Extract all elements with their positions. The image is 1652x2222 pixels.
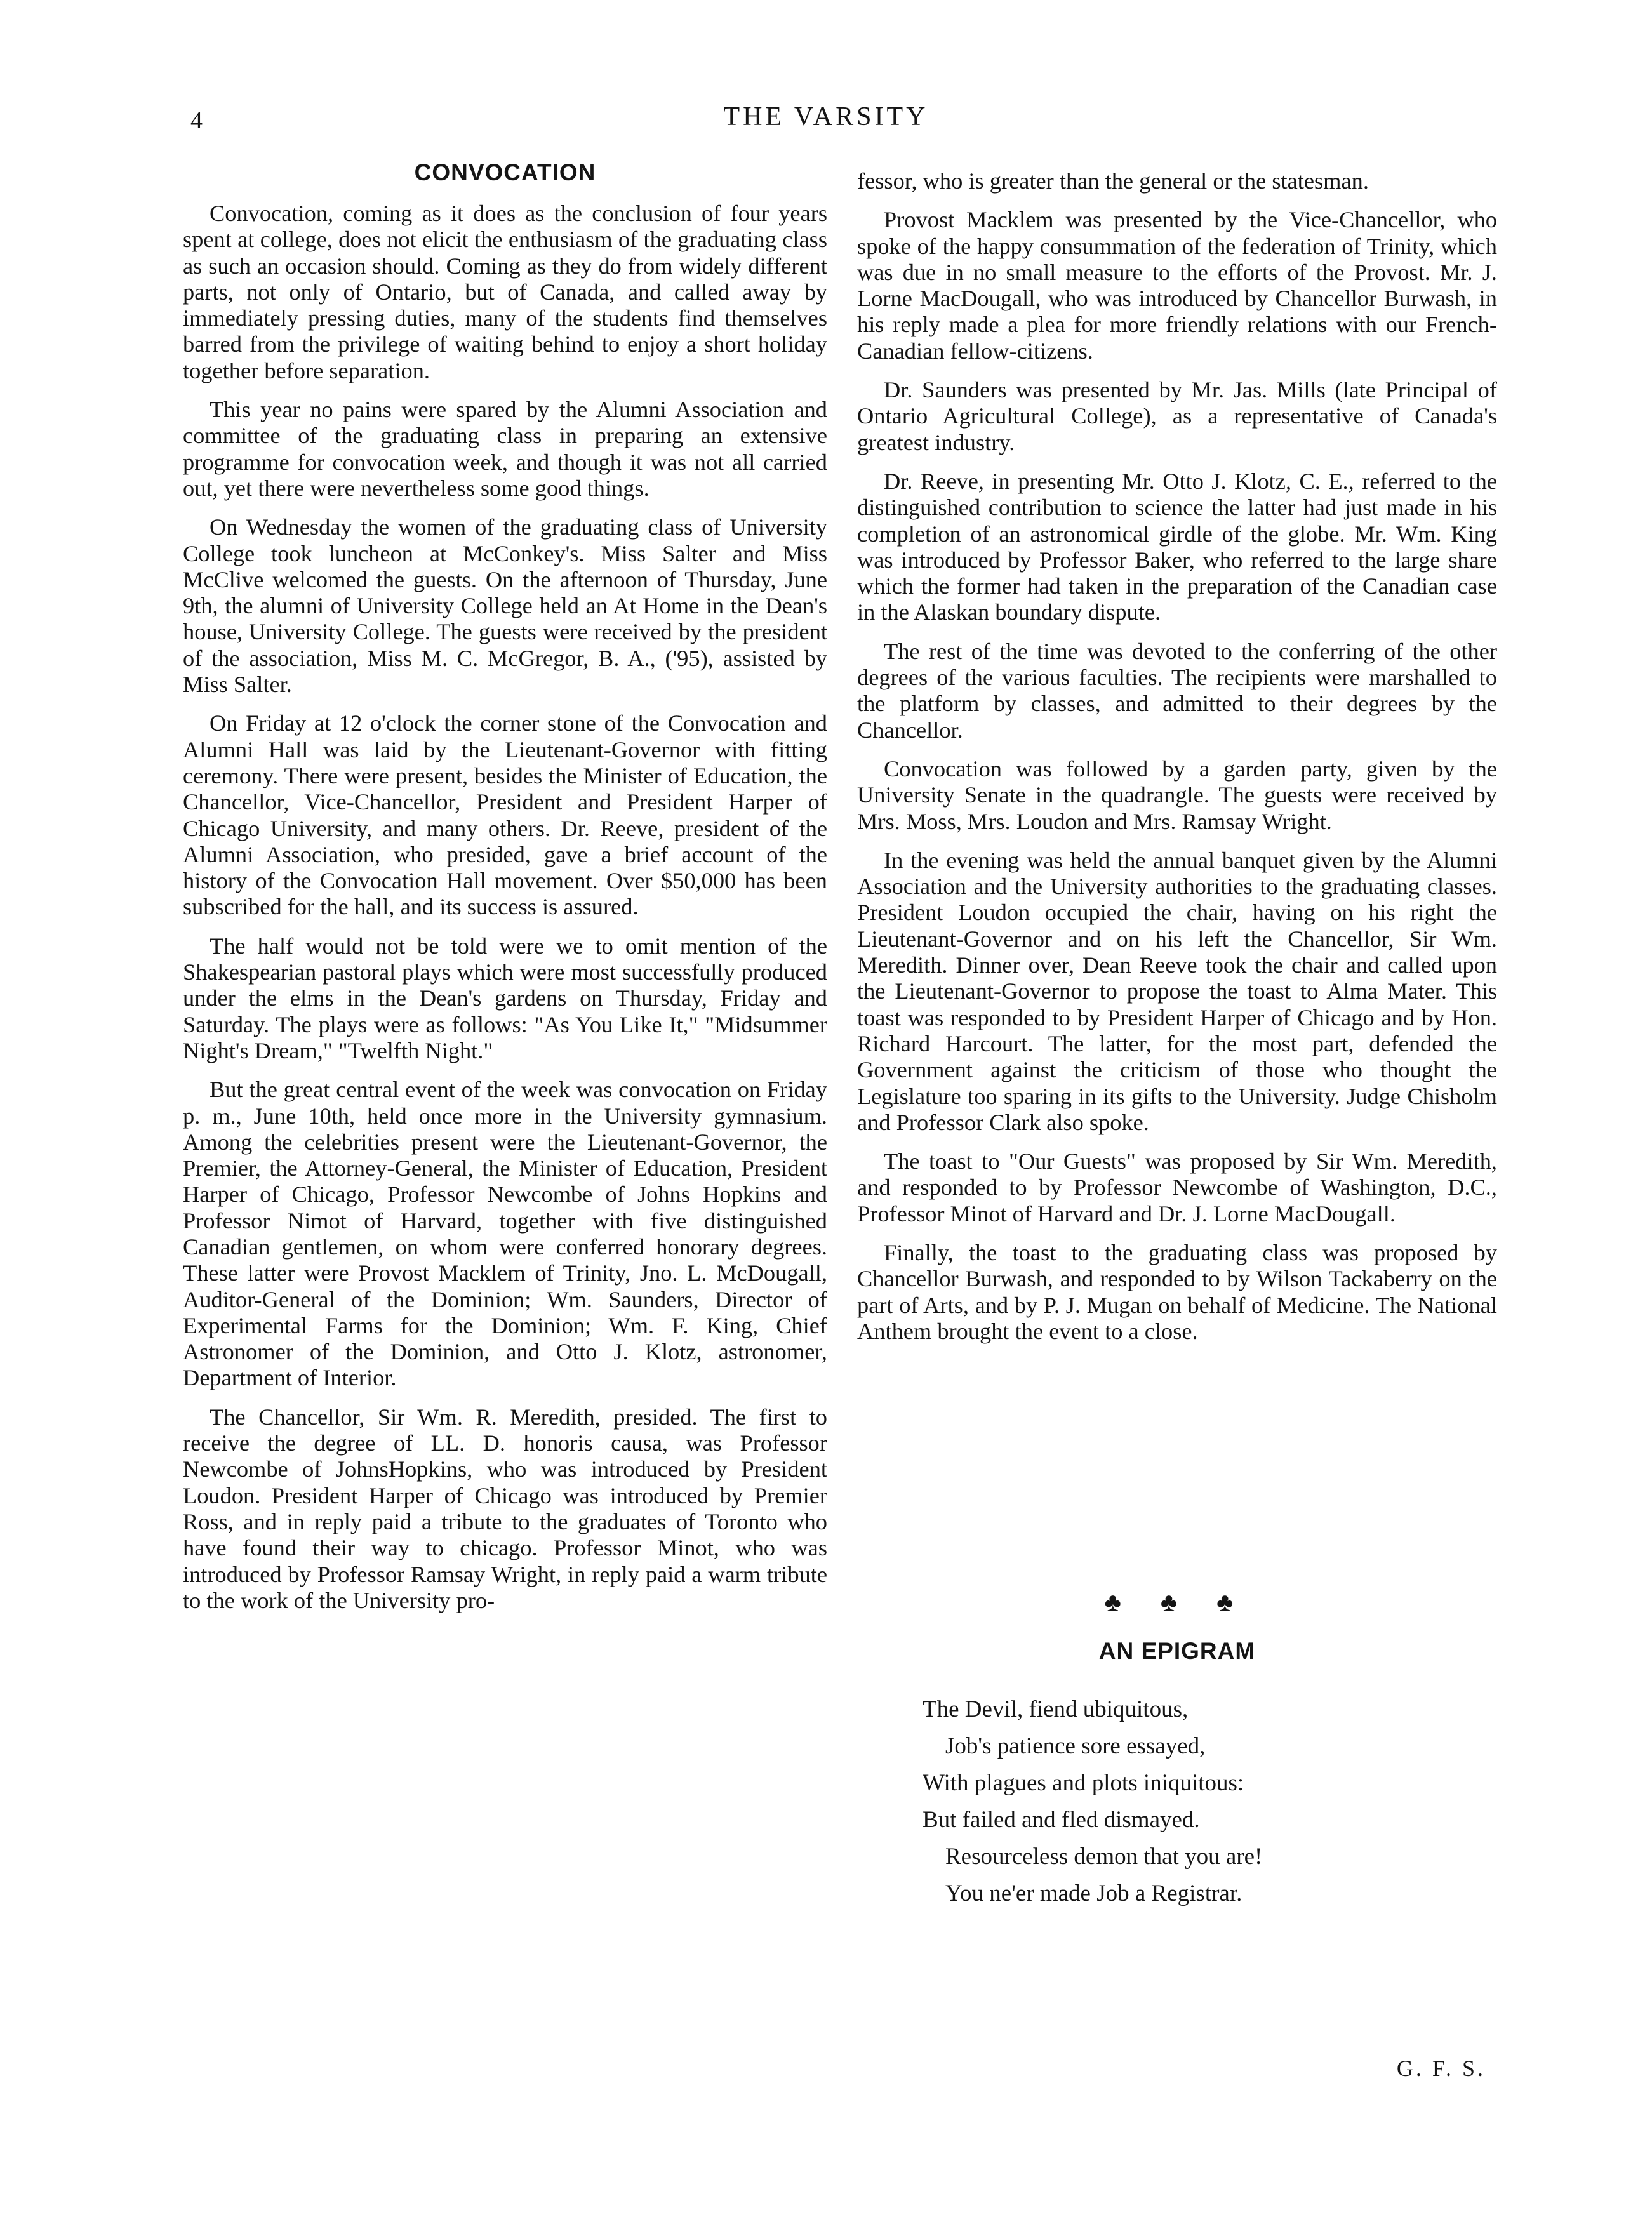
club-ornament-icon: ♣ ♣ ♣	[1104, 1588, 1250, 1616]
epigram-heading: AN EPIGRAM	[1098, 1638, 1256, 1664]
poem-line: With plagues and plots iniquitous:	[923, 1770, 1244, 1796]
article-paragraph-continued: fessor, who is greater than the general or the statesman.	[857, 168, 1369, 194]
epigram-signature: G. F. S.	[1396, 2056, 1486, 2081]
poem-line: But failed and fled dismayed.	[923, 1807, 1200, 1833]
article-paragraph: Convocation was followed by a garden party, given by the University Senate in the quadrangle. The guests were received by Mrs. Moss, Mrs. Loudon and Mrs. Ramsay Wright.	[857, 755, 1497, 834]
article-heading: CONVOCATION	[414, 159, 596, 185]
article-paragraph: Dr. Saunders was presented by Mr. Jas. Mills (late Principal of Ontario Agricultural College), as a representative of Canada's greatest industry.	[857, 377, 1497, 455]
right-column	[857, 168, 1497, 1345]
article-paragraph: Finally, the toast to the graduating class was proposed by Chancellor Burwash, and responded to by Wilson Tackaberry on the part of Arts, and by P. J. Mugan on behalf of Medicine. The National Anthem brought the event to a close.	[857, 1239, 1497, 1344]
page-number: 4	[190, 107, 203, 134]
poem-line: Resourceless demon that you are!	[945, 1844, 1263, 1870]
article-paragraph: The rest of the time was devoted to the conferring of the other degrees of the various faculties. The recipients were marshalled to the platform by classes, and admitted to their degrees by the Chancellor.	[857, 638, 1497, 743]
article-paragraph: Dr. Reeve, in presenting Mr. Otto J. Klotz, C. E., referred to the distinguished contribution to science the latter had just made in his completion of an astronomical girdle of the globe. Mr. Wm. King was introduced by Professor Baker, who referred to the large share which the former had taken in the preparation of the Canadian case in the Alaskan boundary dispute.	[857, 468, 1497, 625]
article-paragraph: This year no pains were spared by the Alumni Association and committee of the graduating class in preparing an extensive programme for convocation week, and though it was not all carried out, yet there were nevertheless some good things.	[183, 397, 827, 501]
article-paragraph: The Chancellor, Sir Wm. R. Meredith, presided. The first to receive the degree of LL. D. honoris causa, was Professor Newcombe of JohnsHopkins, who was introduced by President Loudon. President Harper of Chicago was introduced by Premier Ross, and in reply paid a tribute to the graduates of Toronto who have found their way to chicago. Professor Minot, who was introduced by Professor Ramsay Wright, in reply paid a warm tribute to the work of the University pro-	[183, 1404, 827, 1613]
article-paragraph: On Wednesday the women of the graduating class of University College took luncheon at McConkey's. Miss Salter and Miss McClive welcomed the guests. On the afternoon of Thursday, June 9th, the alumni of University College held an At Home in the Dean's house, University College. The guests were received by the president of the association, Miss M. C. McGregor, B. A., ('95), assisted by Miss Salter.	[183, 514, 827, 698]
epigram-poem	[923, 1691, 1262, 1912]
article-paragraph: Convocation, coming as it does as the conclusion of four years spent at college, does not elicit the enthusiasm of the graduating class as such an occasion should. Coming as they do from widely different parts, not only of Ontario, but of Canada, and called away by immediately pressing duties, many of the students find themselves barred from the privilege of waiting behind to enjoy a short holiday together before separation.	[183, 201, 827, 383]
article-paragraph: But the great central event of the week was convocation on Friday p. m., June 10th, held once more in the University gymnasium. Among the celebrities present were the Lieutenant-Governor, the Premier, the Attorney-General, the Minister of Education, President Harper of Chicago, Professor Newcombe of Johns Hopkins and Professor Nimot of Harvard, together with five distinguished Canadian gentlemen, on whom were conferred honorary degrees. These latter were Provost Macklem of Trinity, Jno. L. McDougall, Auditor-General of the Dominion; Wm. Saunders, Director of Experimental Farms for the Dominion; Wm. F. King, Chief Astronomer of the Dominion, and Otto J. Klotz, astronomer, Department of Interior.	[183, 1077, 827, 1391]
masthead-title: THE VARSITY	[723, 102, 929, 131]
poem-line: Job's patience sore essayed,	[945, 1733, 1206, 1759]
article-paragraph: The toast to "Our Guests" was proposed by Sir Wm. Meredith, and responded to by Professor Newcombe of Washington, D.C., Professor Minot of Harvard and Dr. J. Lorne MacDougall.	[857, 1148, 1497, 1227]
poem-line: The Devil, fiend ubiquitous,	[923, 1696, 1189, 1722]
article-paragraph: On Friday at 12 o'clock the corner stone of the Convocation and Alumni Hall was laid by the Lieutenant-Governor with fitting ceremony. There were present, besides the Minister of Education, the Chancellor, Vice-Chancellor, President and President Harper of Chicago University, and many others. Dr. Reeve, president of the Alumni Association, who presided, gave a brief account of the history of the Convocation Hall movement. Over $50,000 has been subscribed for the hall, and its success is assured.	[183, 710, 827, 920]
left-column	[183, 159, 827, 1614]
article-paragraph: In the evening was held the annual banquet given by the Alumni Association and the University authorities to the graduating classes. President Loudon occupied the chair, having on his right the Lieutenant-Governor and on his left the Chancellor, Sir Wm. Meredith. Dinner over, Dean Reeve took the chair and called upon the Lieutenant-Governor to propose the toast to Alma Mater. This toast was responded to by President Harper of Chicago and by Hon. Richard Harcourt. The latter, for the most part, defended the Government against the criticism of those who thought the Legislature too sparing in its gifts to the University. Judge Chisholm and Professor Clark also spoke.	[857, 847, 1497, 1135]
article-paragraph: Provost Macklem was presented by the Vice-Chancellor, who spoke of the happy consummation of the federation of Trinity, which was due in no small measure to the efforts of the Provost. Mr. J. Lorne MacDougall, who was introduced by Chancellor Burwash, in his reply made a plea for more friendly relations with our French-Canadian fellow-citizens.	[857, 207, 1497, 364]
article-paragraph: The half would not be told were we to omit mention of the Shakespearian pastoral plays which were most successfully produced under the elms in the Dean's gardens on Thursday, Friday and Saturday. The plays were as follows: "As You Like It," "Midsummer Night's Dream," "Twelfth Night."	[183, 933, 827, 1063]
poem-line: You ne'er made Job a Registrar.	[945, 1880, 1242, 1906]
